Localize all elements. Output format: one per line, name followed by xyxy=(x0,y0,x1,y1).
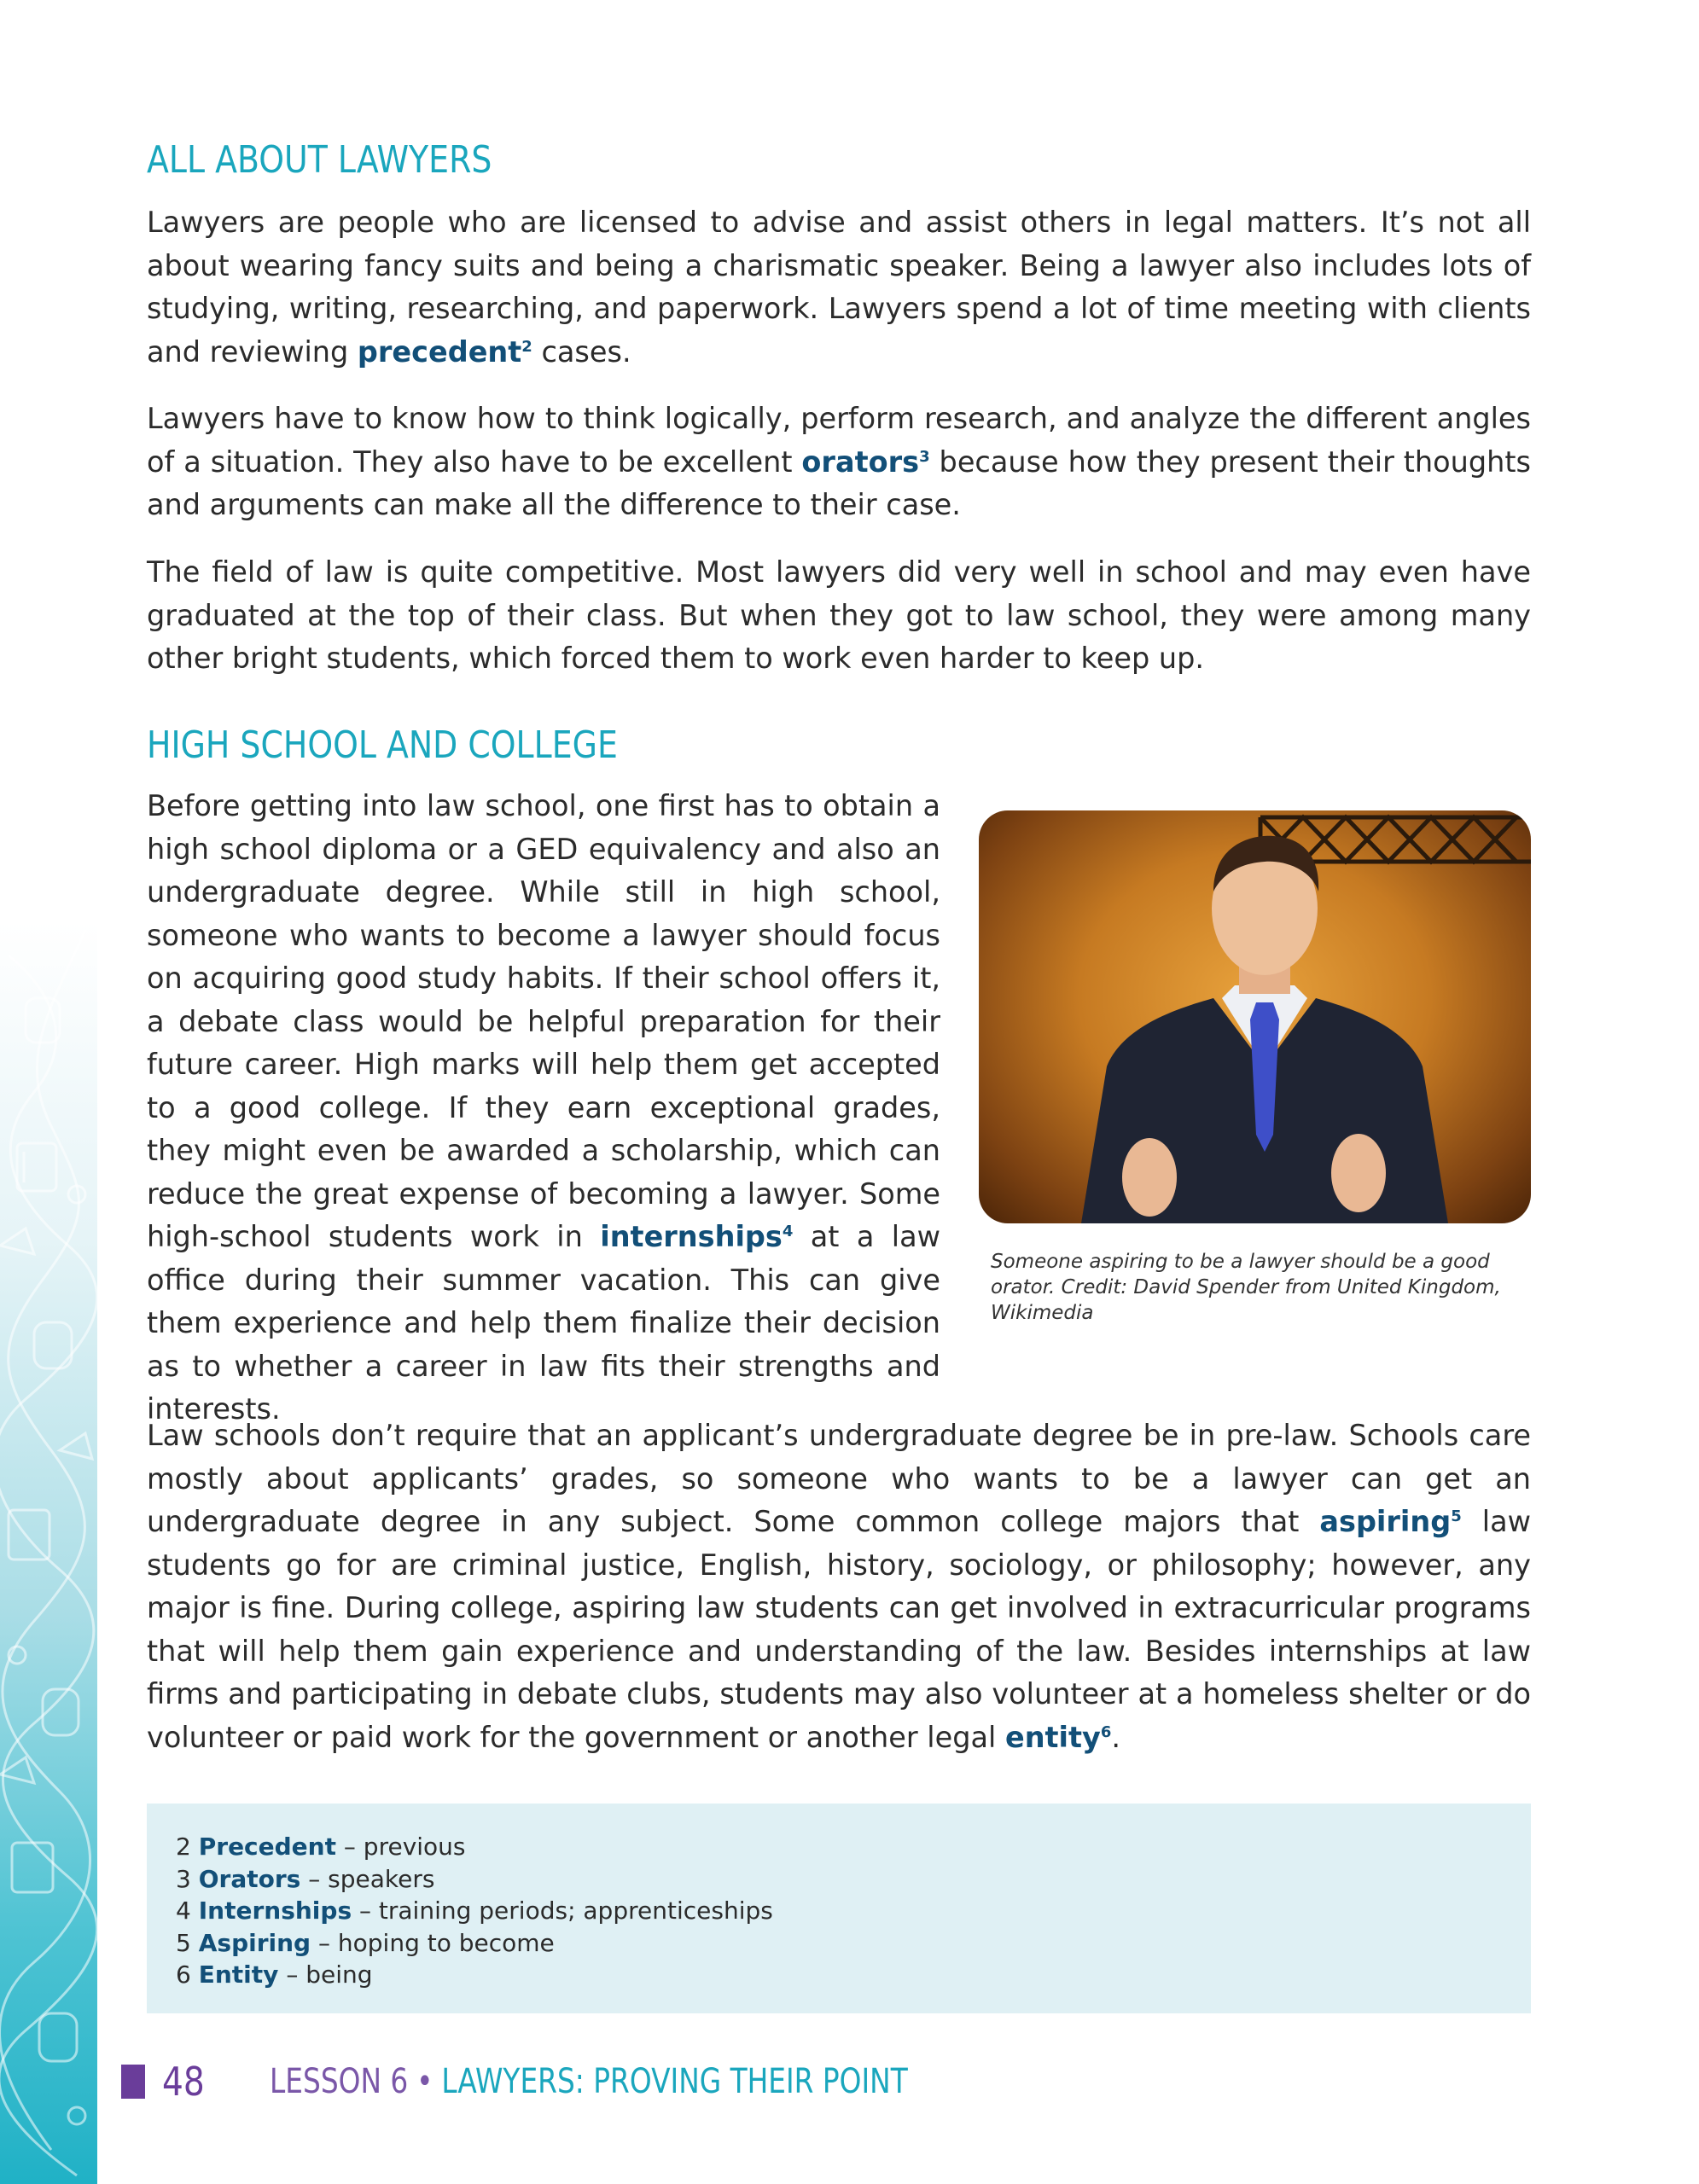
paragraph-text: Lawyers are people who are licensed to advise and assist others in legal matters. It’s not all about wearing fancy suits and being a charismatic speaker. Being a lawyer also includes lots of studying, writing, researching, and paperwork. Lawyers spend a lot of time meeting with clients and reviewing xyxy=(147,206,1531,369)
section-heading-about: ALL ABOUT LAWYERS xyxy=(147,138,492,182)
paragraph-text: Lawyers have to know how to think logically, perform research, and analyze the different angles of a situation. They also have to be excellent xyxy=(147,402,1531,479)
page-number: 48 xyxy=(162,2059,205,2105)
vocab-term-aspiring: aspiring xyxy=(1319,1505,1452,1538)
glossary-entry xyxy=(176,1959,1531,1991)
footer-lesson-title xyxy=(270,2062,908,2101)
glossary-number: 3 xyxy=(176,1864,191,1893)
glossary-number: 2 xyxy=(176,1833,191,1861)
page-footer xyxy=(121,2056,1048,2107)
paragraph-law-school xyxy=(147,1414,1531,1759)
glossary-number: 4 xyxy=(176,1896,191,1925)
glossary-entry xyxy=(176,1895,1531,1927)
glossary-number: 5 xyxy=(176,1928,191,1957)
decorative-side-strip xyxy=(0,921,97,2184)
photo-figure xyxy=(979,810,1531,1326)
glossary-definition: – previous xyxy=(336,1833,466,1861)
paragraph-text: law students go for are criminal justice, English, history, sociology, or philosophy; however, any major is fine. During college, aspiring law students can get involved in extracurricular programs that will help them gain experience and understanding of the law. Besides internships at law firms and participating in debate clubs, students may also volunteer at a homeless shelter or do volunteer or paid work for the government or another legal xyxy=(147,1505,1531,1754)
speaker-illustration xyxy=(979,810,1531,1223)
speaker-photo xyxy=(979,810,1531,1223)
glossary-box xyxy=(147,1804,1531,2013)
paragraph-text: Law schools don’t require that an applicant’s undergraduate degree be in pre-law. Schools care mostly about applicants’ grades, so someone who wants to be a lawyer can get an undergraduate degree in any subject. Some common college majors that xyxy=(147,1419,1531,1538)
paragraph-intro xyxy=(147,201,1531,374)
glossary-definition: – hoping to become xyxy=(311,1928,555,1957)
footnote-marker: 6 xyxy=(1100,1722,1112,1741)
glossary-number: 6 xyxy=(176,1960,191,1989)
paragraph-text: at a law office during their summer vacation. This can give them experience and help them finalize their decision as to whether a career in law fits their strengths and interests. xyxy=(147,1220,940,1426)
footnote-marker: 4 xyxy=(782,1222,794,1240)
vocab-term-entity: entity xyxy=(1004,1720,1101,1754)
section-heading-high-school: HIGH SCHOOL AND COLLEGE xyxy=(147,723,618,767)
paragraph-skills xyxy=(147,398,1531,527)
glossary-entry xyxy=(176,1927,1531,1960)
footnote-marker: 3 xyxy=(919,447,930,466)
glossary-term: Entity xyxy=(198,1960,279,1989)
lesson-title: LAWYERS: PROVING THEIR POINT xyxy=(441,2062,908,2101)
paragraph-competitive: The field of law is quite competitive. Most lawyers did very well in school and may even have graduated at the top of their class. But when they got to law school, they were among many other bright students, which forced them to work even harder to keep up. xyxy=(147,555,1531,675)
glossary-entry xyxy=(176,1831,1531,1863)
vocab-term-precedent: precedent xyxy=(357,334,522,369)
vocab-term-internships: internships xyxy=(600,1220,783,1253)
school-doodle-pattern xyxy=(0,921,97,2184)
paragraph-high-school xyxy=(147,785,940,1432)
paragraph-text: . xyxy=(1111,1720,1121,1754)
glossary-definition: – speakers xyxy=(300,1864,435,1893)
glossary-definition: – training periods; apprenticeships xyxy=(352,1896,773,1925)
footnote-marker: 2 xyxy=(521,337,532,356)
paragraph-text: because how they present their thoughts and arguments can make all the difference to their case. xyxy=(147,444,1531,521)
paragraph-text: cases. xyxy=(532,334,631,369)
glossary-definition: – being xyxy=(278,1960,373,1989)
glossary-term: Aspiring xyxy=(198,1928,311,1957)
footer-square-icon xyxy=(121,2065,145,2099)
footnote-marker: 5 xyxy=(1451,1507,1462,1525)
glossary-term: Precedent xyxy=(198,1833,336,1861)
glossary-entry xyxy=(176,1863,1531,1896)
photo-caption: Someone aspiring to be a lawyer should be a good orator. Credit: David Spender from United Kingdom, Wikimedia xyxy=(991,1251,1501,1324)
footer-separator: • xyxy=(416,2062,433,2101)
vocab-term-orators: orators xyxy=(801,444,920,479)
glossary-term: Orators xyxy=(198,1864,301,1893)
glossary-term: Internships xyxy=(198,1896,352,1925)
lesson-label: LESSON 6 xyxy=(270,2062,409,2101)
paragraph-text: Before getting into law school, one first has to obtain a high school diploma or a GED equivalency and also an undergraduate degree. While still in high school, someone who wants to become a lawyer should focus on acquiring good study habits. If their school offers it, a debate class would be helpful preparation for their future career. High marks will help them get accepted to a good college. If they earn exceptional grades, they might even be awarded a scholarship, which can reduce the great expense of becoming a lawyer. Some high-school students work in xyxy=(147,789,940,1253)
